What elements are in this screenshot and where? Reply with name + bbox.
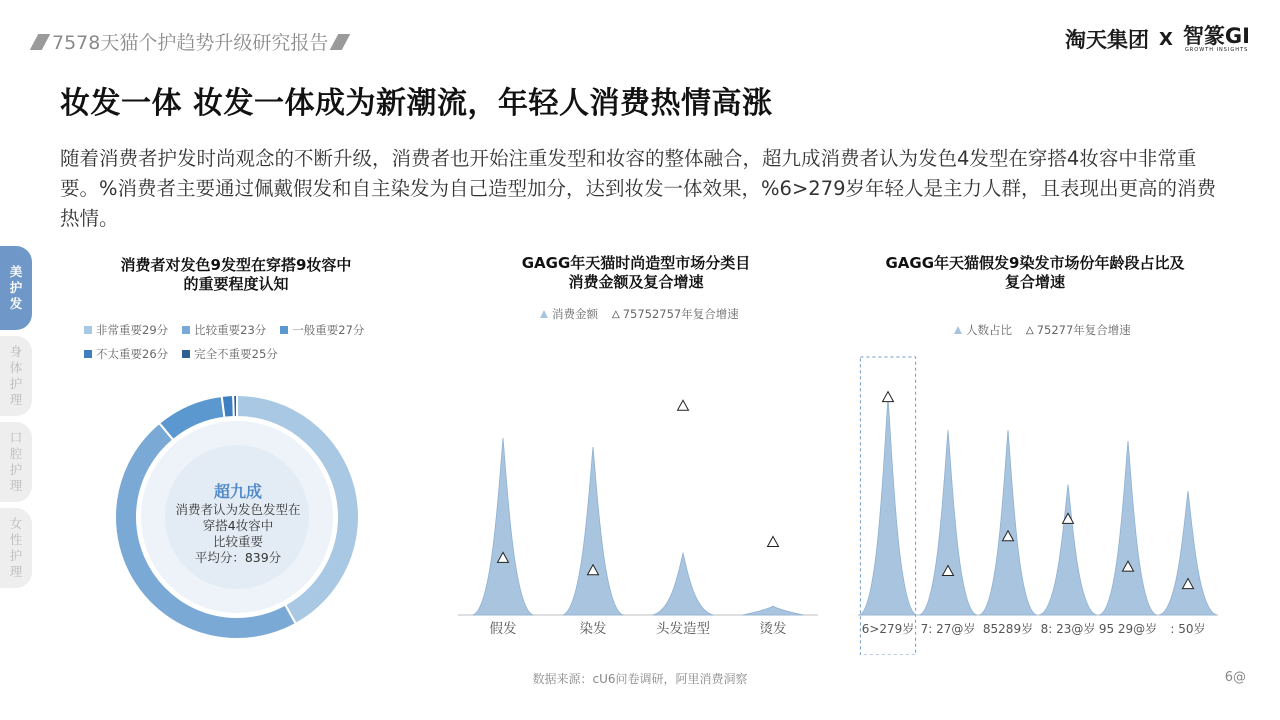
legend-peak-icon [954, 326, 962, 334]
legend-swatch [84, 326, 92, 334]
peak-mark [562, 447, 623, 615]
x-tick-label: 85289岁 [982, 622, 1034, 636]
legend-item [1026, 322, 1131, 338]
peak-mark [919, 430, 977, 615]
legend-swatch [84, 350, 92, 358]
legend-item [540, 306, 598, 322]
chart1-legend-row1 [84, 322, 404, 338]
peak-mark [652, 553, 713, 615]
peak-mark [472, 438, 533, 615]
side-nav [0, 246, 32, 594]
side-nav-item-female[interactable] [0, 508, 32, 588]
legend-item [612, 306, 739, 322]
legend-item [84, 322, 168, 338]
x-tick-label: 7: 27@岁 [920, 622, 976, 636]
x-tick-label: 假发 [489, 621, 517, 637]
page-title: 妆发一体 妆发一体成为新潮流，年轻人消费热情高涨 [60, 86, 773, 121]
legend-label: 比较重要23分 [194, 323, 267, 337]
legend-label: 人数占比 [966, 323, 1012, 337]
legend-swatch [182, 350, 190, 358]
chart2-plot [450, 330, 830, 650]
legend-label: 不太重要26分 [96, 347, 169, 361]
triangle-marker-icon: △ [1026, 324, 1034, 336]
slash-decoration [330, 34, 351, 50]
donut-center-line: 平均分：839分 [194, 550, 282, 565]
brand-sub: GROWTH INSIGHTS [1184, 46, 1249, 53]
legend-item [954, 322, 1012, 338]
x-tick-label: 头发造型 [656, 621, 710, 637]
legend-item [182, 346, 278, 362]
brand-right: 智篆GI [1182, 23, 1250, 48]
x-tick-label: 染发 [579, 621, 607, 637]
donut-center-line: 消费者认为发色发型在 [175, 502, 301, 517]
legend-peak-icon [540, 310, 548, 318]
legend-swatch [182, 326, 190, 334]
peak-mark [742, 606, 803, 615]
brand-right-group [1182, 23, 1250, 53]
legend-item [280, 322, 364, 338]
side-nav-item-hair[interactable] [0, 246, 32, 330]
brand-x: X [1159, 28, 1173, 50]
peak-mark [859, 398, 917, 615]
side-nav-label: 女 性 护 理 [9, 516, 23, 579]
brand-left: 淘天集团 [1065, 28, 1150, 52]
side-nav-label: 口 腔 护 理 [9, 430, 23, 493]
side-nav-label: 身 体 护 理 [9, 344, 23, 407]
chart1-legend [84, 322, 404, 362]
x-tick-label: 8: 23@岁 [1040, 622, 1096, 636]
donut-highlight: 超九成 [213, 482, 262, 501]
chart2-legend [540, 306, 753, 322]
x-tick-label: 6>279岁 [861, 622, 915, 636]
chart1-legend-row2 [84, 346, 404, 362]
legend-label: 一般重要27分 [292, 323, 365, 337]
legend-label: 完全不重要25分 [194, 347, 278, 361]
page-number: 6@ [1224, 670, 1246, 685]
report-title-text: 7578天猫个护趋势升级研究报告 [52, 32, 329, 54]
triangle-marker-icon: △ [612, 308, 620, 320]
chart1-title: 消费者对发色9发型在穿搭9妆容中 的重要程度认知 [120, 256, 352, 293]
side-nav-item-oral[interactable] [0, 422, 32, 502]
legend-item [84, 346, 168, 362]
legend-label: 75277年复合增速 [1036, 323, 1131, 337]
legend-label: 非常重要29分 [96, 323, 169, 337]
donut-center-line: 穿搭4妆容中 [202, 518, 274, 533]
growth-marker [678, 400, 689, 410]
legend-label: 消费金额 [552, 307, 598, 321]
x-tick-label: : 50岁 [1170, 622, 1206, 636]
intro-paragraph: 随着消费者护发时尚观念的不断升级，消费者也开始注重发型和妆容的整体融合，超九成消费者认为发色4发型在穿搭4妆容中非常重要。%消费者主要通过佩戴假发和自主染发为自己造型加分，达到妆发一体效果，%6>279岁年轻人是主力人群，且表现出更高的消费热情。 [60, 147, 1217, 230]
report-title [34, 28, 346, 55]
legend-label: 75752757年复合增速 [622, 307, 739, 321]
growth-marker [883, 392, 894, 402]
growth-marker [768, 536, 779, 546]
chart3-title: GAGG年天猫假发9染发市场份年龄段占比及 复合增速 [885, 254, 1185, 291]
legend-item [182, 322, 266, 338]
chart2-title: GAGG年天猫时尚造型市场分类目 消费金额及复合增速 [521, 254, 751, 291]
donut-center-line: 比较重要 [212, 534, 263, 549]
x-tick-label: 烫发 [759, 621, 787, 637]
peak-mark [1159, 491, 1217, 615]
brand-logo [1065, 24, 1250, 54]
peak-mark [1039, 485, 1097, 615]
donut-center-text [148, 482, 328, 566]
peak-mark [979, 430, 1037, 615]
chart3-legend [954, 322, 1145, 338]
side-nav-item-body[interactable] [0, 336, 32, 416]
data-source: 数据来源：cU6问卷调研，阿里消费洞察 [532, 672, 748, 686]
side-nav-label: 美 护 发 [9, 264, 23, 311]
donut-slice [222, 395, 234, 418]
peak-mark [1099, 441, 1157, 615]
x-tick-label: 95 29@岁 [1098, 622, 1158, 636]
chart3-plot [850, 345, 1230, 655]
slash-decoration [30, 34, 51, 50]
donut-slice [233, 395, 237, 417]
legend-swatch [280, 326, 288, 334]
